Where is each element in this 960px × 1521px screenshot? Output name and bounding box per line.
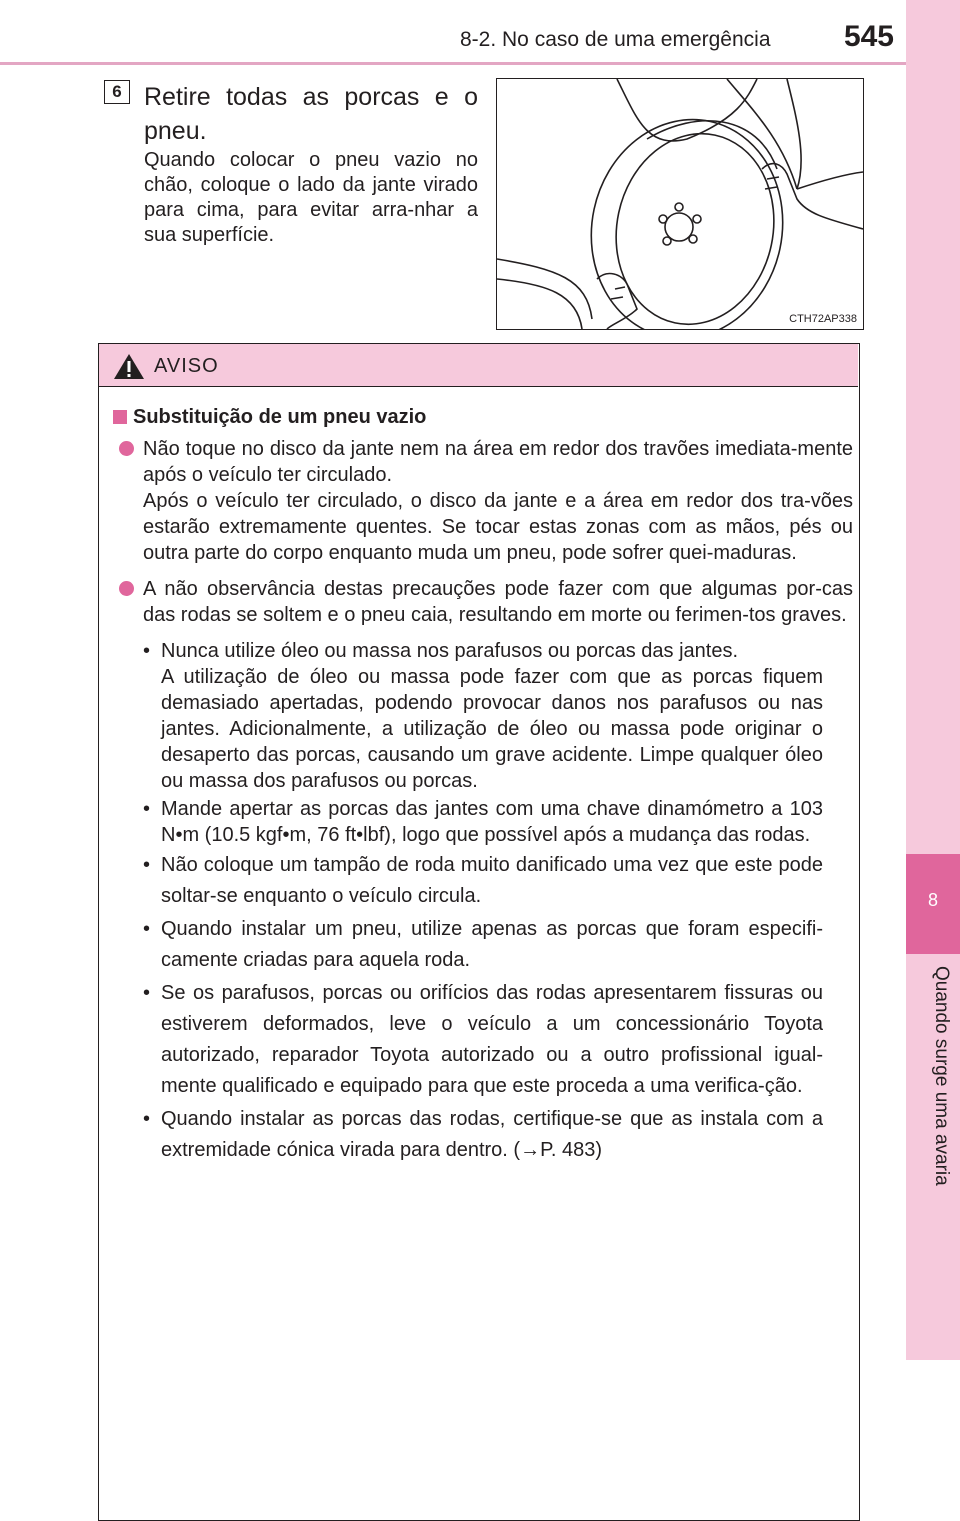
section-title: 8-2. No caso de uma emergência [460,28,771,51]
subitem-text: Mande apertar as porcas das jantes com uma chave dinamómetro a 103 N•m (10.5 kgf•m, 76 ft•lbf), logo que possível após a mudança das rodas. [161,798,823,846]
warning-bullet [113,576,853,628]
figure-code: CTH72AP338 [789,313,857,325]
warning-title: AVISO [154,355,219,377]
tire-removal-illustration [496,78,864,330]
subitem-text: Se os parafusos, porcas ou orifícios das rodas apresentarem fissuras ou estiverem deformados, leve o veículo a um concessionário Toyota autorizado, reparador Toyota autorizado ou a outro profissional igual-mente qualificado e equipado para que este proceda a uma verifica-ção. [161,982,823,1097]
subitem-text: Quando instalar um pneu, utilize apenas as porcas que foram especifi-camente criadas para aquela roda. [161,918,823,971]
warning-subheading [113,404,853,430]
chapter-number: 8 [927,890,938,910]
subitem-text: Não coloque um tampão de roda muito danificado uma vez que este pode soltar-se enquanto o veículo circula. [161,854,823,907]
bullet-mark: • [143,982,151,1004]
warning-subitem [113,1104,853,1166]
page-number: 545 [843,20,894,53]
warning-header [99,344,858,387]
warning-subitem [113,914,853,976]
warning-box [98,343,860,1521]
step-description: Quando colocar o pneu vazio no chão, coloque o lado da jante virado para cima, para evitar arra-nhar a sua superfície. [144,149,478,246]
warning-body [113,404,853,1168]
bullet-lead: Não toque no disco da jante nem na área em redor dos travões imediata-mente após o veículo ter circulado. [143,438,853,486]
step-title: Retire todas as porcas e o pneu. [144,83,478,145]
subitem-detail: A utilização de óleo ou massa pode fazer com que as porcas fiquem demasiado apertadas, podendo provocar danos nos parafusos ou nas jantes. Adicionalmente, a utilização de óleo ou massa pode originar o desaperto das porcas, causando um grave acidente. Limpe qualquer óleo ou massa dos parafusos ou porcas. [161,666,823,792]
subitem-text: Nunca utilize óleo ou massa nos parafusos ou porcas das jantes. [161,640,739,662]
bullet-lead: A não observância destas precauções pode fazer com que algumas por-cas das rodas se soltem e o pneu caia, resultando em morte ou ferimen-tos graves. [143,578,853,626]
tire-drawing [497,79,863,329]
bullet-mark: • [143,798,151,820]
pink-circle-bullet-icon [119,581,134,596]
step-number: 6 [104,80,130,104]
chapter-label: Quando surge uma avaria [931,966,952,1186]
warning-subitem [113,978,853,1102]
subitem-text: Quando instalar as porcas das rodas, certifique-se que as instala com a extremidade cónica virada para dentro. (→P. 483) [161,1108,823,1161]
bullet-mark: • [143,640,151,662]
warning-subheading-text: Substituição de um pneu vazio [133,406,427,428]
warning-bullet [113,436,853,566]
bullet-mark: • [143,854,151,876]
bullet-mark: • [143,918,151,940]
warning-subitem [113,796,853,848]
warning-triangle-icon [113,352,145,380]
warning-subitem [113,638,853,794]
pink-square-icon [113,410,127,424]
bullet-detail: Após o veículo ter circulado, o disco da jante e a área em redor dos tra-vões estarão extremamente quentes. Se tocar estas zonas com as mãos, pés ou outra parte do corpo enquanto muda um pneu, pode sofrer quei-maduras. [143,490,853,564]
header-rule [0,62,906,65]
warning-subitem [113,850,853,912]
pink-circle-bullet-icon [119,441,134,456]
bullet-mark: • [143,1108,151,1130]
